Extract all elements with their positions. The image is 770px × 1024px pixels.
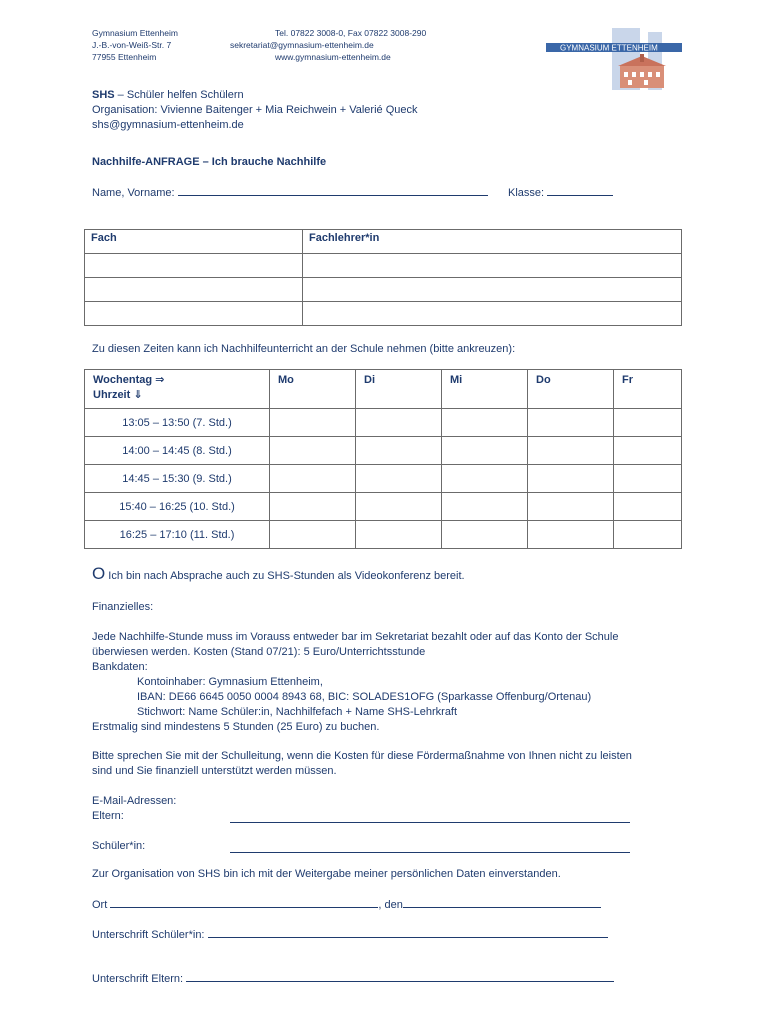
shs-email: shs@gymnasium-ettenheim.de xyxy=(92,119,244,131)
table-row xyxy=(85,409,682,437)
finance-heading: Finanzielles: xyxy=(92,601,154,613)
shs-title xyxy=(92,88,244,103)
subject-cell[interactable] xyxy=(85,254,303,278)
shs-title-rest: – Schüler helfen Schülern xyxy=(114,89,244,101)
checkbox-cell[interactable] xyxy=(356,409,442,437)
student-email-line[interactable] xyxy=(230,842,630,853)
logo-text: GYMNASIUM ETTENHEIM xyxy=(560,43,658,53)
times-intro: Zu diesen Zeiten kann ich Nachhilfeunterricht an der Schule nehmen (bitte ankreuzen): xyxy=(92,343,516,355)
table-row xyxy=(85,493,682,521)
emails-heading: E-Mail-Adressen: xyxy=(92,795,177,807)
teacher-cell[interactable] xyxy=(303,302,682,326)
teacher-cell[interactable] xyxy=(303,278,682,302)
day-header-do: Do xyxy=(528,370,614,409)
student-signature-label: Unterschrift Schüler*in: xyxy=(92,929,208,941)
video-option-text: Ich bin nach Absprache auch zu SHS-Stunden als Videokonferenz bereit. xyxy=(108,570,465,582)
payment-keyword: Stichwort: Name Schüler:in, Nachhilfefach + Name SHS-Lehrkraft xyxy=(137,706,458,718)
subject-cell[interactable] xyxy=(85,278,303,302)
checkbox-cell[interactable] xyxy=(614,437,682,465)
school-phone-fax: Tel. 07822 3008-0, Fax 07822 3008-290 xyxy=(275,28,427,38)
parents-email-label: Eltern: xyxy=(92,810,124,822)
subjects-table xyxy=(84,229,682,326)
checkbox-cell[interactable] xyxy=(614,409,682,437)
iban: IBAN: DE66 6645 0050 0004 8943 68, BIC: SOLADES1OFG (Sparkasse Offenburg/Ortenau) xyxy=(137,691,592,703)
teacher-header: Fachlehrer*in xyxy=(303,230,682,254)
checkbox-cell[interactable] xyxy=(270,409,356,437)
table-row xyxy=(85,521,682,549)
day-header-mo: Mo xyxy=(270,370,356,409)
table-row xyxy=(85,254,682,278)
checkbox-cell[interactable] xyxy=(528,465,614,493)
checkbox-cell[interactable] xyxy=(614,493,682,521)
video-option-checkbox[interactable]: O xyxy=(92,564,106,583)
table-row xyxy=(85,437,682,465)
video-option xyxy=(92,566,465,584)
support-line2: sind und Sie finanziell unterstützt werden müssen. xyxy=(92,765,337,777)
checkbox-cell[interactable] xyxy=(528,437,614,465)
student-email-label: Schüler*in: xyxy=(92,840,146,852)
class-label: Klasse: xyxy=(508,187,548,199)
times-header-row xyxy=(85,370,682,409)
account-holder: Kontoinhaber: Gymnasium Ettenheim, xyxy=(137,676,323,688)
checkbox-cell[interactable] xyxy=(356,437,442,465)
bank-label: Bankdaten: xyxy=(92,661,148,673)
subject-cell[interactable] xyxy=(85,302,303,326)
checkbox-cell[interactable] xyxy=(442,465,528,493)
times-corner-header xyxy=(85,370,270,409)
support-line1: Bitte sprechen Sie mit der Schulleitung, wenn die Kosten für diese Fördermaßnahme von Ihnen nicht zu leisten xyxy=(92,750,632,762)
subjects-header-row xyxy=(85,230,682,254)
request-title: Nachhilfe-ANFRAGE – Ich brauche Nachhilfe xyxy=(92,156,327,168)
table-row xyxy=(85,302,682,326)
checkbox-cell[interactable] xyxy=(356,521,442,549)
checkbox-cell[interactable] xyxy=(442,521,528,549)
parents-signature-row xyxy=(92,971,614,987)
school-street: J.-B.-von-Weiß-Str. 7 xyxy=(92,40,172,50)
checkbox-cell[interactable] xyxy=(528,521,614,549)
checkbox-cell[interactable] xyxy=(270,465,356,493)
place-date-row xyxy=(92,897,601,913)
day-header-fr: Fr xyxy=(614,370,682,409)
time-slot-label: 15:40 – 16:25 (10. Std.) xyxy=(85,493,270,521)
checkbox-cell[interactable] xyxy=(442,493,528,521)
place-line[interactable] xyxy=(110,897,378,908)
parents-email-line[interactable] xyxy=(230,812,630,823)
name-field-row xyxy=(92,185,488,201)
student-signature-line[interactable] xyxy=(208,927,608,938)
checkbox-cell[interactable] xyxy=(270,437,356,465)
school-website: www.gymnasium-ettenheim.de xyxy=(275,52,391,62)
day-header-mi: Mi xyxy=(442,370,528,409)
time-slot-label: 14:45 – 15:30 (9. Std.) xyxy=(85,465,270,493)
table-row xyxy=(85,465,682,493)
school-email: sekretariat@gymnasium-ettenheim.de xyxy=(230,40,374,50)
finance-para-line2: überwiesen werden. Kosten (Stand 07/21): 5 Euro/Unterrichtsstunde xyxy=(92,646,426,658)
finance-para-line1: Jede Nachhilfe-Stunde muss im Vorauss entweder bar im Sekretariat bezahlt oder auf das Konto der Schule xyxy=(92,631,619,643)
student-signature-row xyxy=(92,927,608,943)
checkbox-cell[interactable] xyxy=(442,437,528,465)
date-line[interactable] xyxy=(403,897,601,908)
checkbox-cell[interactable] xyxy=(356,493,442,521)
shs-organisation: Organisation: Vivienne Baitenger + Mia Reichwein + Valerié Queck xyxy=(92,104,418,116)
place-label: Ort xyxy=(92,899,111,911)
checkbox-cell[interactable] xyxy=(528,493,614,521)
checkbox-cell[interactable] xyxy=(614,521,682,549)
shs-title-prefix: SHS xyxy=(92,89,115,101)
school-logo xyxy=(546,26,682,92)
times-table xyxy=(84,369,682,549)
date-label: , den xyxy=(378,899,403,911)
checkbox-cell[interactable] xyxy=(614,465,682,493)
checkbox-cell[interactable] xyxy=(270,521,356,549)
table-row xyxy=(85,278,682,302)
school-city: 77955 Ettenheim xyxy=(92,52,157,62)
parents-signature-line[interactable] xyxy=(186,971,614,982)
name-field-line[interactable] xyxy=(178,185,488,196)
checkbox-cell[interactable] xyxy=(356,465,442,493)
teacher-cell[interactable] xyxy=(303,254,682,278)
subject-header: Fach xyxy=(85,230,303,254)
checkbox-cell[interactable] xyxy=(528,409,614,437)
name-label: Name, Vorname: xyxy=(92,187,178,199)
time-slot-label: 13:05 – 13:50 (7. Std.) xyxy=(85,409,270,437)
class-field-line[interactable] xyxy=(547,185,613,196)
consent-text: Zur Organisation von SHS bin ich mit der Weitergabe meiner persönlichen Daten einverstanden. xyxy=(92,868,561,880)
day-header-di: Di xyxy=(356,370,442,409)
checkbox-cell[interactable] xyxy=(270,493,356,521)
school-name: Gymnasium Ettenheim xyxy=(92,28,178,38)
school-logo-icon xyxy=(546,26,682,92)
time-label: Uhrzeit ⇓ xyxy=(93,389,143,401)
time-slot-label: 14:00 – 14:45 (8. Std.) xyxy=(85,437,270,465)
min-hours: Erstmalig sind mindestens 5 Stunden (25 Euro) zu buchen. xyxy=(92,721,380,733)
time-slot-label: 16:25 – 17:10 (11. Std.) xyxy=(85,521,270,549)
class-field-row xyxy=(508,185,613,201)
checkbox-cell[interactable] xyxy=(442,409,528,437)
parents-signature-label: Unterschrift Eltern: xyxy=(92,973,187,985)
weekday-label: Wochentag ⇒ xyxy=(93,374,165,386)
